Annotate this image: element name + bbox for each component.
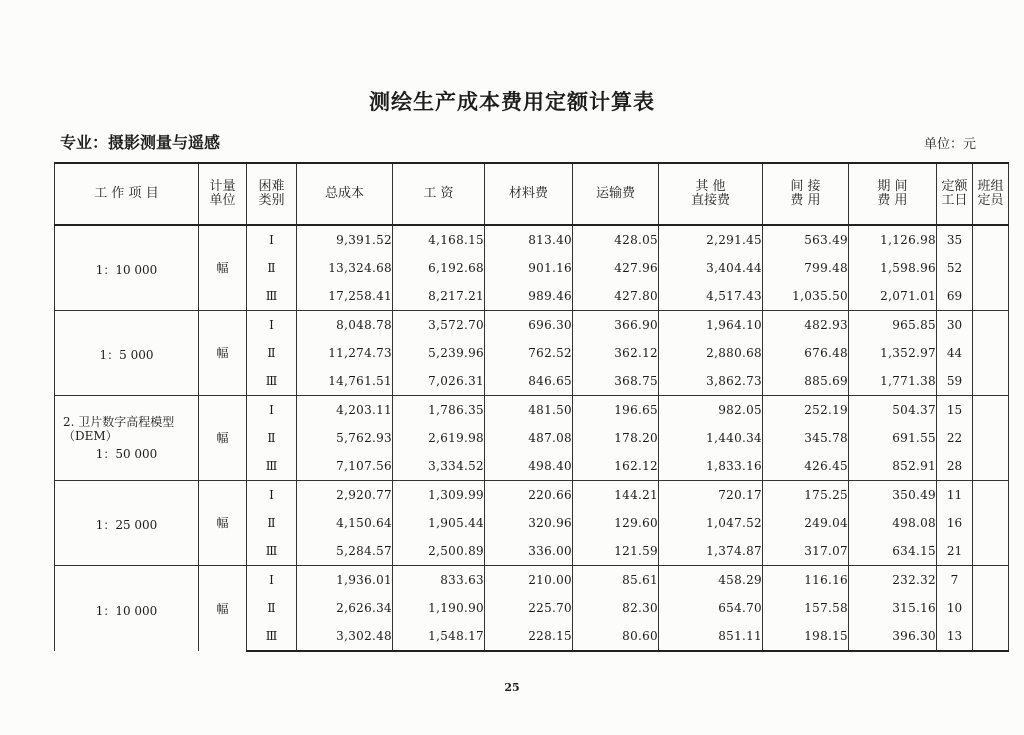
transport-cell: 427.80 — [573, 282, 659, 311]
transport-cell: 196.65 — [573, 396, 659, 425]
work-item-cell — [55, 225, 199, 311]
material-cell: 336.00 — [485, 537, 573, 566]
indirect-cell: 885.69 — [763, 367, 849, 396]
wage-cell: 1,548.17 — [393, 622, 485, 651]
indirect-cell: 1,035.50 — [763, 282, 849, 311]
total-cell: 5,762.93 — [297, 424, 393, 452]
team-size-cell — [973, 509, 1009, 537]
work-item-cell — [55, 311, 199, 396]
quota-days-cell: 52 — [937, 254, 973, 282]
other-cell: 1,440.34 — [659, 424, 763, 452]
team-size-cell — [973, 566, 1009, 595]
wage-cell: 3,334.52 — [393, 452, 485, 481]
material-cell: 696.30 — [485, 311, 573, 340]
total-cell: 4,150.64 — [297, 509, 393, 537]
cost-quota-table — [54, 162, 1009, 652]
total-cell: 9,391.52 — [297, 225, 393, 254]
header-other-direct: 其 他 直接费 — [659, 163, 763, 225]
total-cell: 5,284.57 — [297, 537, 393, 566]
header-transport: 运输费 — [573, 163, 659, 225]
work-item-scale: 1：10 000 — [95, 603, 158, 618]
team-size-cell — [973, 339, 1009, 367]
difficulty-cell: Ⅰ — [247, 311, 297, 340]
unit-cell: 幅 — [199, 396, 247, 481]
other-cell: 851.11 — [659, 622, 763, 651]
header-team-size: 班组 定员 — [973, 163, 1009, 225]
material-cell: 989.46 — [485, 282, 573, 311]
team-size-cell — [973, 622, 1009, 651]
other-cell: 3,862.73 — [659, 367, 763, 396]
period-cell: 504.37 — [849, 396, 937, 425]
total-cell: 13,324.68 — [297, 254, 393, 282]
page-title: 测绘生产成本费用定额计算表 — [369, 90, 655, 114]
team-size-cell — [973, 254, 1009, 282]
difficulty-cell: Ⅱ — [247, 254, 297, 282]
indirect-cell: 676.48 — [763, 339, 849, 367]
indirect-cell: 157.58 — [763, 594, 849, 622]
material-cell: 487.08 — [485, 424, 573, 452]
period-cell: 315.16 — [849, 594, 937, 622]
wage-cell: 2,619.98 — [393, 424, 485, 452]
period-cell: 1,352.97 — [849, 339, 937, 367]
work-item-subcategory: （DEM） — [63, 429, 118, 443]
team-size-cell — [973, 396, 1009, 425]
other-cell: 720.17 — [659, 481, 763, 510]
work-item-cell — [55, 481, 199, 566]
indirect-cell: 482.93 — [763, 311, 849, 340]
work-item-cell — [55, 566, 199, 652]
period-cell: 396.30 — [849, 622, 937, 651]
period-cell: 965.85 — [849, 311, 937, 340]
table-body — [55, 225, 1009, 651]
table-row — [55, 225, 1009, 254]
wage-cell: 4,168.15 — [393, 225, 485, 254]
indirect-cell: 249.04 — [763, 509, 849, 537]
team-size-cell — [973, 537, 1009, 566]
quota-days-cell: 28 — [937, 452, 973, 481]
quota-days-cell: 21 — [937, 537, 973, 566]
team-size-cell — [973, 424, 1009, 452]
other-cell: 1,964.10 — [659, 311, 763, 340]
difficulty-cell: Ⅰ — [247, 225, 297, 254]
header-quota-days: 定额 工日 — [937, 163, 973, 225]
period-cell: 852.91 — [849, 452, 937, 481]
specialty-label: 专业：摄影测量与遥感 — [60, 133, 221, 152]
other-cell: 2,291.45 — [659, 225, 763, 254]
difficulty-cell: Ⅰ — [247, 396, 297, 425]
difficulty-cell: Ⅲ — [247, 452, 297, 481]
table-row — [55, 311, 1009, 340]
unit-cell: 幅 — [199, 566, 247, 652]
wage-cell: 8,217.21 — [393, 282, 485, 311]
period-cell: 350.49 — [849, 481, 937, 510]
header-difficulty: 困难 类别 — [247, 163, 297, 225]
quota-days-cell: 13 — [937, 622, 973, 651]
other-cell: 1,374.87 — [659, 537, 763, 566]
material-cell: 498.40 — [485, 452, 573, 481]
indirect-cell: 345.78 — [763, 424, 849, 452]
page-number: 25 — [504, 681, 520, 694]
quota-days-cell: 22 — [937, 424, 973, 452]
quota-days-cell: 10 — [937, 594, 973, 622]
team-size-cell — [973, 311, 1009, 340]
transport-cell: 178.20 — [573, 424, 659, 452]
header-material: 材料费 — [485, 163, 573, 225]
other-cell: 1,833.16 — [659, 452, 763, 481]
material-cell: 481.50 — [485, 396, 573, 425]
table-row — [55, 396, 1009, 425]
difficulty-cell: Ⅲ — [247, 622, 297, 651]
table-row — [55, 481, 1009, 510]
difficulty-cell: Ⅲ — [247, 367, 297, 396]
indirect-cell: 799.48 — [763, 254, 849, 282]
other-cell: 458.29 — [659, 566, 763, 595]
difficulty-cell: Ⅱ — [247, 509, 297, 537]
header-unit: 计量 单位 — [199, 163, 247, 225]
difficulty-cell: Ⅰ — [247, 566, 297, 595]
team-size-cell — [973, 594, 1009, 622]
wage-cell: 1,190.90 — [393, 594, 485, 622]
transport-cell: 82.30 — [573, 594, 659, 622]
quota-days-cell: 69 — [937, 282, 973, 311]
wage-cell: 1,786.35 — [393, 396, 485, 425]
team-size-cell — [973, 367, 1009, 396]
difficulty-cell: Ⅰ — [247, 481, 297, 510]
transport-cell: 85.61 — [573, 566, 659, 595]
material-cell: 901.16 — [485, 254, 573, 282]
unit-cell: 幅 — [199, 311, 247, 396]
indirect-cell: 563.49 — [763, 225, 849, 254]
quota-days-cell: 16 — [937, 509, 973, 537]
indirect-cell: 426.45 — [763, 452, 849, 481]
total-cell: 17,258.41 — [297, 282, 393, 311]
material-cell: 220.66 — [485, 481, 573, 510]
table-row — [55, 566, 1009, 595]
header-period: 期 间 费 用 — [849, 163, 937, 225]
work-item-category: 2. 卫片数字高程模型 — [63, 415, 175, 429]
material-cell: 846.65 — [485, 367, 573, 396]
period-cell: 498.08 — [849, 509, 937, 537]
wage-cell: 7,026.31 — [393, 367, 485, 396]
work-item-cell — [55, 396, 199, 481]
transport-cell: 427.96 — [573, 254, 659, 282]
work-item-scale: 1：5 000 — [99, 348, 154, 362]
total-cell: 1,936.01 — [297, 566, 393, 595]
transport-cell: 129.60 — [573, 509, 659, 537]
transport-cell: 80.60 — [573, 622, 659, 651]
unit-cell: 幅 — [199, 481, 247, 566]
team-size-cell — [973, 282, 1009, 311]
transport-cell: 428.05 — [573, 225, 659, 254]
header-row — [55, 163, 1009, 225]
work-item-scale: 1：25 000 — [95, 518, 158, 532]
period-cell: 691.55 — [849, 424, 937, 452]
period-cell: 232.32 — [849, 566, 937, 595]
total-cell: 14,761.51 — [297, 367, 393, 396]
period-cell: 2,071.01 — [849, 282, 937, 311]
material-cell: 225.70 — [485, 594, 573, 622]
header-total-cost: 总成本 — [297, 163, 393, 225]
indirect-cell: 252.19 — [763, 396, 849, 425]
quota-days-cell: 15 — [937, 396, 973, 425]
quota-days-cell: 44 — [937, 339, 973, 367]
team-size-cell — [973, 225, 1009, 254]
transport-cell: 366.90 — [573, 311, 659, 340]
other-cell: 982.05 — [659, 396, 763, 425]
wage-cell: 5,239.96 — [393, 339, 485, 367]
material-cell: 320.96 — [485, 509, 573, 537]
quota-days-cell: 7 — [937, 566, 973, 595]
wage-cell: 833.63 — [393, 566, 485, 595]
period-cell: 1,126.98 — [849, 225, 937, 254]
unit-cell: 幅 — [199, 225, 247, 311]
wage-cell: 2,500.89 — [393, 537, 485, 566]
wage-cell: 1,905.44 — [393, 509, 485, 537]
period-cell: 1,598.96 — [849, 254, 937, 282]
difficulty-cell: Ⅱ — [247, 594, 297, 622]
work-item-scale: 1：50 000 — [95, 447, 158, 461]
quota-days-cell: 30 — [937, 311, 973, 340]
difficulty-cell: Ⅱ — [247, 339, 297, 367]
wage-cell: 3,572.70 — [393, 311, 485, 340]
team-size-cell — [973, 452, 1009, 481]
other-cell: 2,880.68 — [659, 339, 763, 367]
total-cell: 7,107.56 — [297, 452, 393, 481]
total-cell: 2,626.34 — [297, 594, 393, 622]
header-wage: 工 资 — [393, 163, 485, 225]
quota-days-cell: 35 — [937, 225, 973, 254]
transport-cell: 121.59 — [573, 537, 659, 566]
total-cell: 2,920.77 — [297, 481, 393, 510]
other-cell: 654.70 — [659, 594, 763, 622]
indirect-cell: 198.15 — [763, 622, 849, 651]
transport-cell: 362.12 — [573, 339, 659, 367]
wage-cell: 1,309.99 — [393, 481, 485, 510]
team-size-cell — [973, 481, 1009, 510]
period-cell: 634.15 — [849, 537, 937, 566]
total-cell: 11,274.73 — [297, 339, 393, 367]
material-cell: 762.52 — [485, 339, 573, 367]
difficulty-cell: Ⅲ — [247, 282, 297, 311]
other-cell: 1,047.52 — [659, 509, 763, 537]
work-item-scale: 1：10 000 — [95, 263, 158, 277]
difficulty-cell: Ⅱ — [247, 424, 297, 452]
quota-days-cell: 11 — [937, 481, 973, 510]
total-cell: 8,048.78 — [297, 311, 393, 340]
header-indirect: 间 接 费 用 — [763, 163, 849, 225]
transport-cell: 162.12 — [573, 452, 659, 481]
other-cell: 4,517.43 — [659, 282, 763, 311]
transport-cell: 144.21 — [573, 481, 659, 510]
material-cell: 228.15 — [485, 622, 573, 651]
material-cell: 813.40 — [485, 225, 573, 254]
indirect-cell: 317.07 — [763, 537, 849, 566]
period-cell: 1,771.38 — [849, 367, 937, 396]
other-cell: 3,404.44 — [659, 254, 763, 282]
header-item: 工 作 项 目 — [55, 163, 199, 225]
total-cell: 3,302.48 — [297, 622, 393, 651]
indirect-cell: 116.16 — [763, 566, 849, 595]
total-cell: 4,203.11 — [297, 396, 393, 425]
indirect-cell: 175.25 — [763, 481, 849, 510]
quota-days-cell: 59 — [937, 367, 973, 396]
wage-cell: 6,192.68 — [393, 254, 485, 282]
unit-note: 单位：元 — [924, 137, 977, 152]
transport-cell: 368.75 — [573, 367, 659, 396]
difficulty-cell: Ⅲ — [247, 537, 297, 566]
material-cell: 210.00 — [485, 566, 573, 595]
